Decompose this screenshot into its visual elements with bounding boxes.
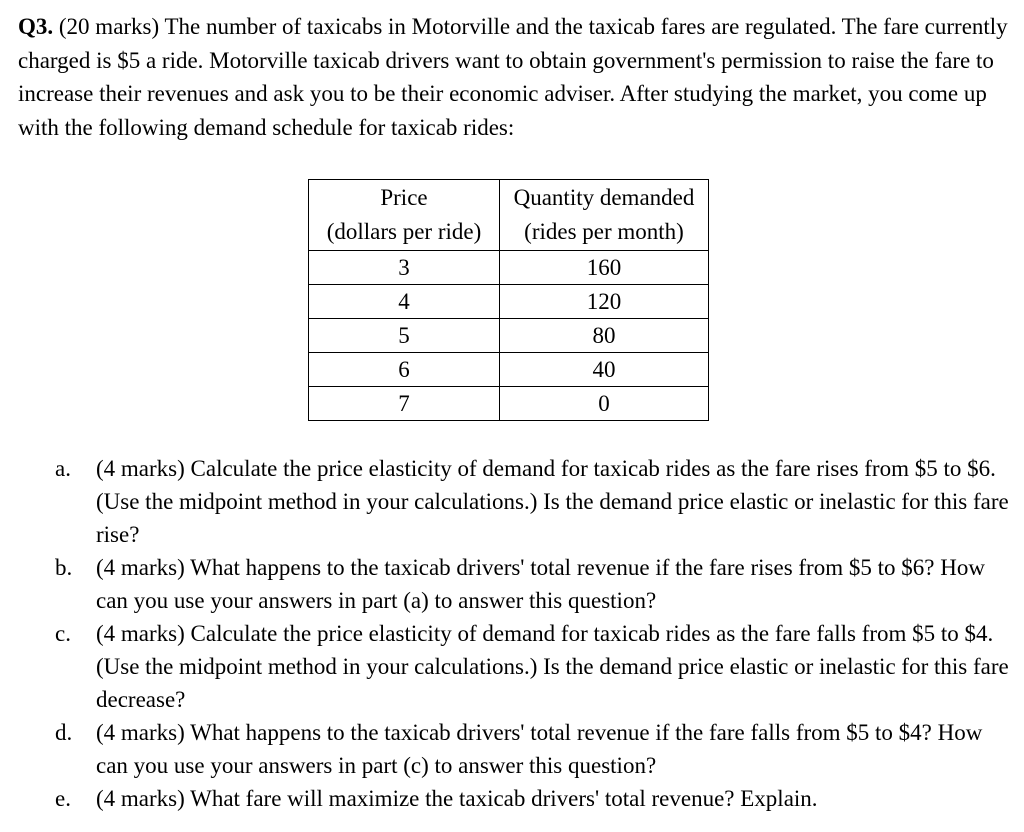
part-text: (4 marks) Calculate the price elasticity of demand for taxicab rides as the fare rises from $5 to $6. (Use the midpoint method in your calculations.) Is the demand price elastic or inelastic for this fare rise? — [96, 456, 1009, 547]
price-cell: 4 — [309, 285, 500, 319]
list-item — [0, 716, 1024, 782]
part-label: a. — [55, 456, 71, 481]
table-row — [309, 387, 709, 421]
quantity-header-unit: (rides per month) — [524, 219, 684, 244]
question-number: Q3. — [18, 14, 54, 39]
table-row — [309, 251, 709, 285]
price-cell: 7 — [309, 387, 500, 421]
quantity-cell: 120 — [500, 285, 709, 319]
list-item — [0, 551, 1024, 617]
part-text: (4 marks) What happens to the taxicab drivers' total revenue if the fare falls from $5 to $4? How can you use your answers in part (c) to answer this question? — [96, 720, 983, 778]
price-header-title: Price — [380, 185, 428, 210]
price-cell: 6 — [309, 353, 500, 387]
quantity-cell: 0 — [500, 387, 709, 421]
list-item — [0, 617, 1024, 716]
list-item — [0, 452, 1024, 551]
part-label: c. — [55, 621, 71, 646]
part-label: d. — [55, 720, 73, 745]
price-cell: 3 — [309, 251, 500, 285]
part-label: b. — [55, 555, 73, 580]
quantity-column-header — [500, 180, 709, 251]
table-header-row — [309, 180, 709, 251]
price-cell: 5 — [309, 319, 500, 353]
quantity-cell: 160 — [500, 251, 709, 285]
quantity-header-title: Quantity demanded — [513, 185, 695, 210]
price-header-unit: (dollars per ride) — [326, 219, 482, 244]
quantity-cell: 80 — [500, 319, 709, 353]
part-text: (4 marks) Calculate the price elasticity of demand for taxicab rides as the fare falls from $5 to $4. (Use the midpoint method in your calculations.) Is the demand price elastic or inelastic for this fare decrease? — [96, 621, 1009, 712]
part-text: (4 marks) What fare will maximize the taxicab drivers' total revenue? Explain. — [96, 786, 818, 811]
list-item — [0, 782, 1024, 815]
part-label: e. — [55, 786, 71, 811]
demand-schedule-table — [308, 179, 709, 421]
question-parts-list — [0, 452, 1024, 815]
price-column-header — [309, 180, 500, 251]
quantity-cell: 40 — [500, 353, 709, 387]
table-row — [309, 319, 709, 353]
table-row — [309, 353, 709, 387]
table-row — [309, 285, 709, 319]
part-text: (4 marks) What happens to the taxicab drivers' total revenue if the fare rises from $5 to $6? How can you use your answers in part (a) to answer this question? — [96, 555, 985, 613]
question-text: (20 marks) The number of taxicabs in Motorville and the taxicab fares are regulated. The fare currently charged is $5 a ride. Motorville taxicab drivers want to obtain government's permission to raise the fare to increase their revenues and ask you to be their economic adviser. After studying the market, you come up with the following demand schedule for taxicab rides: — [18, 14, 1008, 140]
question-intro — [18, 10, 1018, 144]
